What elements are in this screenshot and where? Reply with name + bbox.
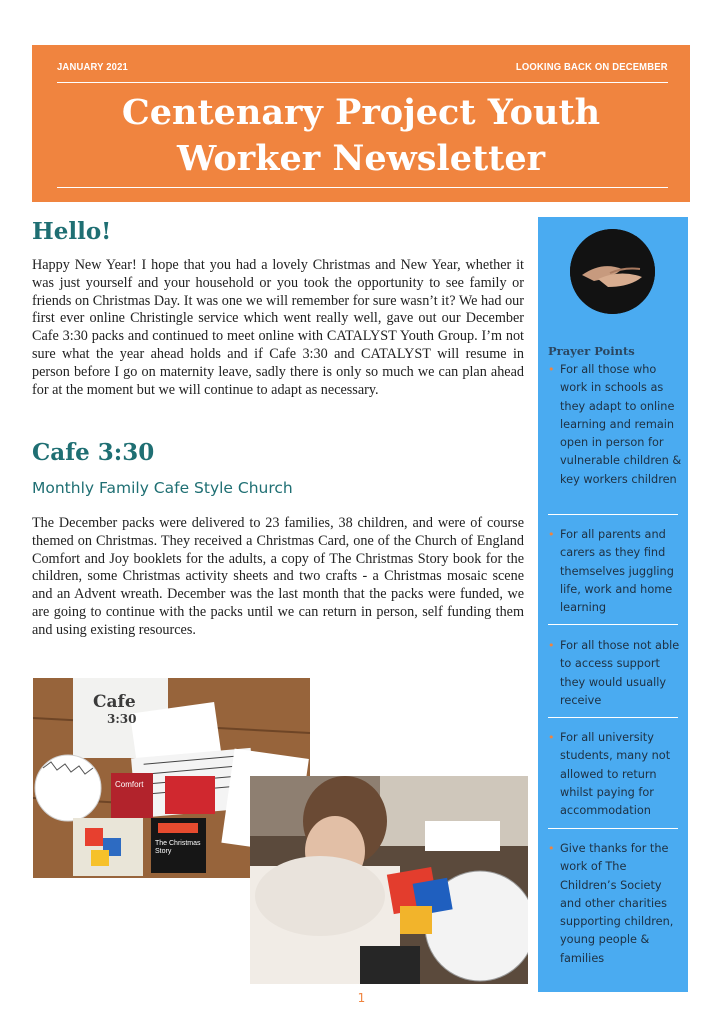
bullet-icon: • <box>548 731 555 744</box>
cafe-subheading: Monthly Family Cafe Style Church <box>32 479 293 497</box>
newsletter-header <box>32 45 690 202</box>
prayer-divider <box>548 828 678 829</box>
title-line-2: Worker Newsletter <box>176 138 546 179</box>
header-divider-top <box>57 82 668 83</box>
hello-paragraph: Happy New Year! I hope that you had a lovely Christmas and New Year, whether it was just yourself and your household or you took the opportunity to see family or friends on Christmas Day. It was one we will remember for sure wasn’t it? We had our first ever online Christingle service which went really well, gave out our December Cafe 3:30 packs and continued to meet online with CATALYST Youth Group. I’m not sure what the year ahead holds and if Cafe 3:30 and CATALYST will resume in person before I go on maternity leave, sadly there is only so much we can plan ahead for at the moment but we will continue to adapt as necessary. <box>32 257 524 398</box>
prayer-point-text: For all those not able to access support they would usually receive <box>560 639 680 707</box>
issue-tagline: LOOKING BACK ON DECEMBER <box>516 61 668 73</box>
prayer-point-text: For all those who work in schools as they adapt to online learning and remain open in person for vulnerable children & key workers children <box>560 363 682 486</box>
cafe-paragraph: The December packs were delivered to 23 families, 38 children, and were of course themed on Christmas. They received a Christmas Card, one of the Church of England Comfort and Joy booklets for the adults, a copy of The Christmas Story book for the children, some Christmas activity sheets and two crafts - a Christmas mosaic scene and an Advent wreath. December was the last month that the packs were funded, we are going to continue with the packs until we can return in person, self funding them and using existing resources. <box>32 515 524 638</box>
hello-heading: Hello! <box>32 218 112 245</box>
bullet-icon: • <box>548 842 555 855</box>
cafe-heading: Cafe 3:30 <box>32 439 155 466</box>
prayer-point-text: For all university students, many not allowed to return whilst paying for accommodation <box>560 731 671 818</box>
prayer-sidebar <box>538 217 688 992</box>
prayer-point-text: Give thanks for the work of The Children’s Society and other charities supporting children, young people & families <box>560 842 674 965</box>
praying-hands-image <box>570 229 655 314</box>
story-book-label: The Christmas Story <box>155 840 201 855</box>
issue-date: JANUARY 2021 <box>57 61 128 73</box>
prayer-point-text: For all parents and carers as they find themselves juggling life, work and home learning <box>560 528 674 615</box>
child-crafts-illustration <box>250 776 528 984</box>
pack-bag-sublabel: 3:30 <box>107 712 137 726</box>
prayer-divider <box>548 514 678 515</box>
hands-icon <box>570 229 655 314</box>
prayer-divider <box>548 624 678 625</box>
prayer-divider <box>548 717 678 718</box>
bullet-icon: • <box>548 363 555 376</box>
bullet-icon: • <box>548 639 555 652</box>
prayer-points-heading: Prayer Points <box>548 344 635 358</box>
header-divider-bottom <box>57 187 668 188</box>
bullet-icon: • <box>548 528 555 541</box>
title-line-1: Centenary Project Youth <box>121 92 601 133</box>
newsletter-title <box>32 90 690 182</box>
page-number: 1 <box>357 991 366 1005</box>
pack-bag-label: Cafe <box>93 692 136 712</box>
comfort-book-label: Comfort <box>115 780 144 789</box>
child-crafts-photo <box>250 776 528 984</box>
